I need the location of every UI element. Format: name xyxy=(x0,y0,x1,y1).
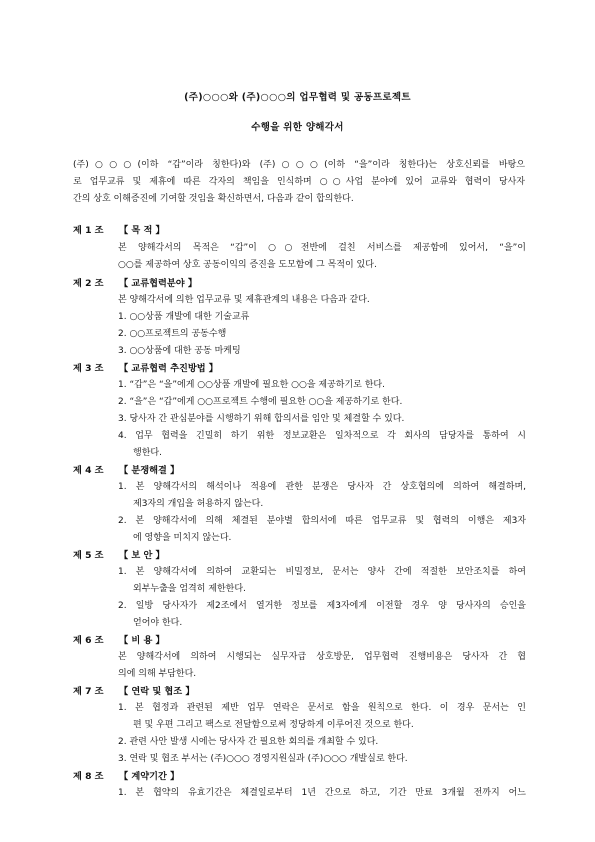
article-8-item-1: 1. 본 협약의 유효기간은 체결일로부터 1년 간으로 하고, 기간 만료 3개월 전까지 어느 xyxy=(118,788,526,798)
article-5-item-2: 2. 일방 당사자가 제2조에서 열거한 정보를 제3자에게 이전할 경우 양 당사자의 승인을 xyxy=(118,601,526,611)
article-3-item-3: 3. 당사자 간 관심분야를 시행하기 위해 합의서를 임안 및 체결할 수 있다. xyxy=(118,414,405,424)
article-3-item-4-cont: 행한다. xyxy=(133,448,162,458)
article-2-item-2: 2. ○○프로젝트의 공동수행 xyxy=(118,329,227,339)
article-heading: 【 비 용 】 xyxy=(119,635,165,646)
article-number: 제 5 조 xyxy=(73,550,104,561)
article-3-header xyxy=(73,360,218,374)
article-2-line-1: 본 양해각서에 의한 업무교류 및 제휴관계의 내용은 다음과 같다. xyxy=(118,295,370,305)
article-4-item-2-cont: 에 영향을 미치지 않는다. xyxy=(133,533,232,543)
article-heading: 【 교류협력분야 】 xyxy=(119,278,198,289)
article-3-item-2: 2. “을”은 “갑”에게 ○○프로젝트 수행에 필요한 ○○을 제공하기로 한다. xyxy=(118,397,403,407)
article-6-line-2: 의에 의해 부담한다. xyxy=(118,669,197,679)
article-number: 제 4 조 xyxy=(73,465,104,476)
article-5-header xyxy=(73,547,165,561)
article-7-item-1: 1. 본 협정과 관련된 제반 업무 연락은 문서로 함을 원칙으로 한다. 이 경우 문서는 인 xyxy=(118,703,526,713)
intro-line-3: 간의 상호 이해증진에 기여할 것임을 확신하면서, 다음과 같이 합의한다. xyxy=(73,194,354,204)
document-title-line2: 수행을 위한 양해각서 xyxy=(251,122,344,133)
article-number: 제 1 조 xyxy=(73,225,104,236)
article-2-header xyxy=(73,275,197,289)
intro-line-1: (주)○○○(이하 “갑”이라 칭한다)와 (주)○○○(이하 “을”이라 칭한다)는 상호신뢰를 바탕으 xyxy=(73,160,525,170)
article-number: 제 3 조 xyxy=(73,363,104,374)
article-4-item-1: 1. 본 양해각서의 해석이나 적용에 관한 분쟁은 당사자 간 상호협의에 의하여 해결하며, xyxy=(118,482,526,492)
article-4-item-1-cont: 제3자의 개입을 허용하지 않는다. xyxy=(133,499,264,509)
article-4-item-2: 2. 본 양해각서에 의해 체결된 분야별 합의서에 따른 업무교류 및 협력의 이행은 제3자 xyxy=(118,516,526,526)
article-3-item-4: 4. 업무 협력을 긴밀히 하기 위한 정보교환은 일차적으로 각 회사의 담당자를 통하여 시 xyxy=(118,431,526,441)
article-5-item-1: 1. 본 양해각서에 의하여 교환되는 비밀정보, 문서는 양사 간에 적절한 보안조치를 하여 xyxy=(118,567,526,577)
article-7-item-3: 3. 연락 및 협조 부서는 (주)○○○ 경영지원실과 (주)○○○ 개발실로 한다. xyxy=(118,754,408,764)
article-5-item-1-cont: 외부누출을 엄격히 제한한다. xyxy=(133,584,246,594)
article-6-header xyxy=(73,632,165,646)
article-heading: 【 분쟁해결 】 xyxy=(119,465,180,476)
article-1-line-2: ○○를 제공하여 상호 공동이익의 증진을 도모함에 그 목적이 있다. xyxy=(118,260,377,270)
article-heading: 【 계약기간 】 xyxy=(119,771,180,782)
article-heading: 【 교류협력 추진방법 】 xyxy=(119,363,218,374)
article-1-header xyxy=(73,222,165,236)
article-number: 제 6 조 xyxy=(73,635,104,646)
article-number: 제 2 조 xyxy=(73,278,104,289)
article-6-line-1: 본 양해각서에 의하여 시행되는 실무자급 상호방문, 업무협력 진행비용은 당사자 간 협 xyxy=(118,652,526,662)
article-7-header xyxy=(73,683,195,697)
document-title-line1: (주)○○○와 (주)○○○의 업무협력 및 공동프로젝트 xyxy=(184,92,411,103)
article-5-item-2-cont: 얻어야 한다. xyxy=(133,618,183,628)
article-heading: 【 목 적 】 xyxy=(119,225,165,236)
article-7-item-1-cont: 편 및 우편 그리고 팩스로 전달함으로써 정당하게 이루어진 것으로 한다. xyxy=(133,720,414,730)
article-2-item-1: 1. ○○상품 개발에 대한 기술교류 xyxy=(118,312,250,322)
article-2-item-3: 3. ○○상품에 대한 공동 마케팅 xyxy=(118,346,241,356)
article-1-line-1: 본 양해각서의 목적은 “갑”이 ○○전반에 걸친 서비스를 제공함에 있어서, “을”이 xyxy=(118,243,526,253)
article-7-item-2: 2. 관련 사안 발생 시에는 당사자 간 필요한 회의를 개최할 수 있다. xyxy=(118,737,379,747)
article-8-header xyxy=(73,768,179,782)
intro-line-2: 로 업무교류 및 제휴에 따른 각자의 책임을 인식하며 ○○사업 분야에 있어 교류와 협력이 당사자 xyxy=(73,177,525,187)
article-4-header xyxy=(73,462,179,476)
article-heading: 【 보 안 】 xyxy=(119,550,165,561)
article-number: 제 7 조 xyxy=(73,686,104,697)
article-3-item-1: 1. “갑”은 “을”에게 ○○상품 개발에 필요한 ○○을 제공하기로 한다. xyxy=(118,380,385,390)
article-heading: 【 연락 및 협조 】 xyxy=(119,686,195,697)
article-number: 제 8 조 xyxy=(73,771,104,782)
